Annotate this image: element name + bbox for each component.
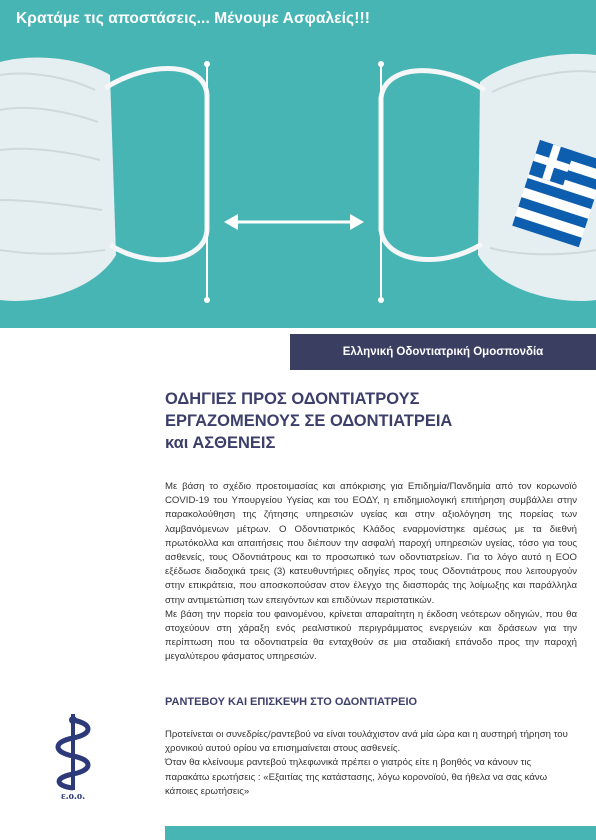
intro-paragraph-2: Με βάση την πορεία του φαινομένου, κρίνεται απαραίτητη η έκδοση νεότερων οδηγιών, που θα στοχεύουν στη χάραξη ενός ρεαλιστικού περιγράμματος ενεργειών και δράσεων για την περίπτωση που τα οδοντιατρεία θα ενταχθούν σε μια σταδιακή επάνοδο προς την παροχή μεγαλύτερου φάσματος υπηρεσιών. xyxy=(165,608,577,663)
title-line-1: ΟΔΗΓΙΕΣ ΠΡΟΣ ΟΔΟΝΤΙΑΤΡΟΥΣ xyxy=(165,390,420,408)
distance-arrow-icon xyxy=(224,214,364,230)
hero-illustration xyxy=(0,0,596,328)
organization-banner xyxy=(290,334,596,370)
organization-name: Ελληνική Οδοντιατρική Ομοσπονδία xyxy=(342,346,544,358)
left-mask-illustration xyxy=(0,58,210,303)
section-text xyxy=(165,728,577,799)
hero-headline: Κρατάμε τις αποστάσεις... Μένουμε Ασφαλείς!!! xyxy=(16,10,370,27)
footer-band xyxy=(165,826,596,840)
logo-text: ε.ο.ο. xyxy=(61,790,85,802)
document-title xyxy=(165,388,565,454)
hero-banner xyxy=(0,0,596,328)
intro-text xyxy=(165,480,577,665)
intro-paragraph-1: Με βάση το σχέδιο προετοιμασίας και απόκρισης για Επιδημία/Πανδημία από τον κορωνοϊό COVID-19 του Υπουργείου Υγείας και του ΕΟΔΥ, η επιδημιολογική επιτήρηση συμβάλλει στην παρακολούθηση της ζήτησης υπηρεσιών υγείας και στην αξιολόγηση της πορείας των λαμβανόμενων μέτρων. Ο Οδοντιατρικός Κλάδος εναρμονίστηκε αμέσως με τα διεθνή πρωτόκολλα και απαιτήσεις που διέπουν την ασφαλή παροχή υπηρεσιών υγείας, τόσο για τους ασθενείς, τους Οδοντιάτρους και το προσωπικό των οδοντιατρείων. Για το λόγο αυτό η ΕΟΟ εξέδωσε διαδοχικά τρεις (3) κατευθυντήριες οδηγίες προς τους Οδοντιάτρους που λειτουργούν στην επικράτεια, που αποσκοπούσαν στον έλεγχο της διασποράς της λοίμωξης και παράλληλα στην αντιμετώπιση των επειγόντων και επιδύνων περιστατικών. xyxy=(165,481,577,606)
title-line-2: ΕΡΓΑΖΟΜΕΝΟΥΣ ΣΕ ΟΔΟΝΤΙΑΤΡΕΙΑ xyxy=(165,412,453,430)
section-paragraph-2: Όταν θα κλείνουμε ραντεβού τηλεφωνικά πρέπει ο γιατρός είτε η βοηθός να κάνουν τις παρακάτω ερωτήσεις : «Εξαιτίας της κατάστασης, λόγω κορονοϊού, θα ήθελα να σας κάνω κάποιες ερωτήσεις» xyxy=(165,757,548,797)
section-heading: ΡΑΝΤΕΒΟΥ ΚΑΙ ΕΠΙΣΚΕΨΗ ΣΤΟ ΟΔΟΝΤΙΑΤΡΕΙΟ xyxy=(165,696,418,708)
title-line-3: και ΑΣΘΕΝΕΙΣ xyxy=(165,434,276,452)
section-paragraph-1: Προτείνεται οι συνεδρίες/ραντεβού να είναι τουλάχιστον ανά μία ώρα και η αυστηρή τήρηση του χρονικού αυτού ορίου να επισημαίνεται στους ασθενείς. xyxy=(165,729,568,755)
